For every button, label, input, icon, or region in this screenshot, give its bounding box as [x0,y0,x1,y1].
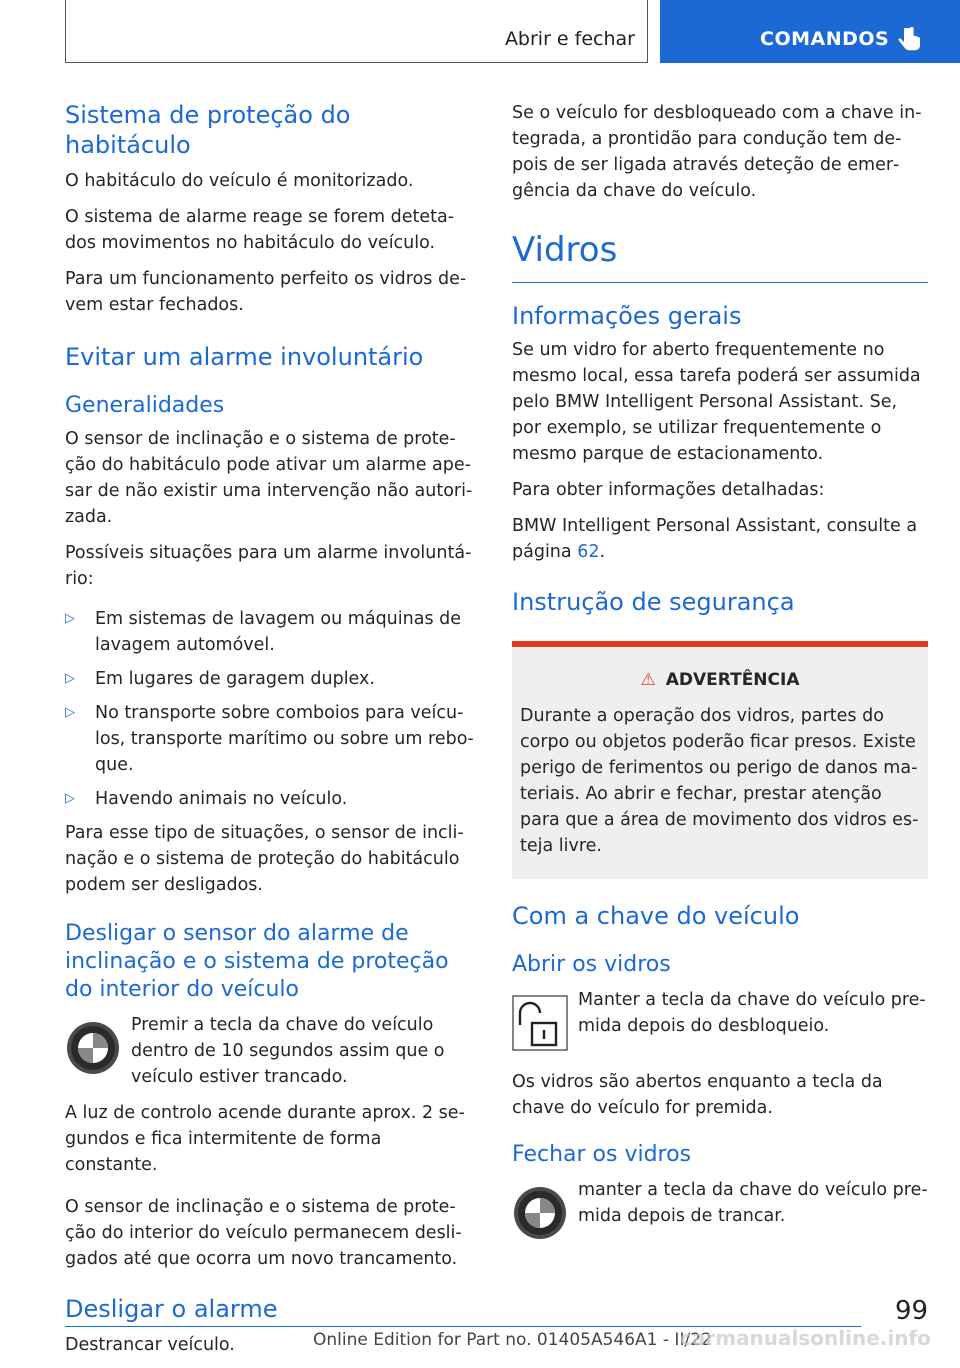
paragraph: Para um funcionamento perfeito os vidros devem estar fechados. [65,269,467,315]
paragraph: O habitáculo do veículo é monitorizado. [65,171,414,191]
paragraph: Para esse tipo de situações, o sensor de inclinação e o sistema de proteção do habitáculo podem ser desligados. [65,823,464,895]
situations-list [65,606,477,812]
heading-desligar-sensor: Desligar o sensor do alarme de inclinação e o sistema de proteção do interior do veículo [65,921,449,1002]
heading-vidros: Vidros [512,230,618,270]
warning-triangle-icon: ⚠ [640,670,656,690]
list-item: ▷ No transporte sobre comboios para veículos, transporte marítimo ou sobre um reboque. [65,700,477,778]
key-instruction-text: manter a tecla da chave do veículo premida depois de trancar. [578,1180,928,1226]
unlock-button-icon [512,987,568,1059]
heading-abrir-vidros: Abrir os vidros [512,952,671,977]
key-instruction-lock [65,1012,477,1090]
key-instruction-close [512,1177,928,1249]
paragraph: Se um vidro for aberto frequentemente no mesmo local, essa tarefa poderá ser assumida pelo BMW Intelligent Personal Assistant. Se, por exemplo, se utilizar frequentemente o mesmo parque de estacionamento. [512,340,921,464]
heading-protecao-habitaculo: Sistema de proteção do habitáculo [65,101,351,159]
key-instruction-unlock [512,987,928,1059]
bmw-key-lock-icon [65,1012,121,1090]
header-section-title: Abrir e fechar [504,28,635,50]
paragraph: Destrancar veículo. [65,1335,235,1355]
heading-evitar-alarme: Evitar um alarme involuntário [65,343,424,371]
list-item: ▷ Havendo animais no veículo. [65,786,477,812]
paragraph: A luz de controlo acende durante aprox. 2 segundos e fica intermitente de forma constante. [65,1103,465,1175]
page-number: 99 [895,1296,929,1326]
paragraph: Possíveis situações para um alarme involuntário: [65,543,472,589]
key-instruction-text: Premir a tecla da chave do veículo dentro de 10 segundos assim que o veículo estiver trancado. [131,1015,445,1087]
triangle-bullet-icon: ▷ [65,791,75,806]
key-instruction-text: Manter a tecla da chave do veículo premida depois do desbloqueio. [578,990,926,1036]
triangle-bullet-icon: ▷ [65,705,75,720]
list-item: ▷ Em sistemas de lavagem ou máquinas de lavagem automóvel. [65,606,477,658]
hand-pointer-icon [896,26,924,58]
warning-box [512,641,928,879]
paragraph: O sensor de inclinação e o sistema de proteção do interior do veículo permanecem desligados até que ocorra um novo trancamento. [65,1197,462,1269]
heading-generalidades: Generalidades [65,393,225,418]
heading-instrucao-seguranca: Instrução de segurança [512,588,795,616]
paragraph: O sistema de alarme reage se forem detetados movimentos no habitáculo do veículo. [65,207,455,253]
paragraph: O sensor de inclinação e o sistema de proteção do habitáculo pode ativar um alarme apesar de não existir uma intervenção não autorizada. [65,429,473,527]
paragraph: BMW Intelligent Personal Assistant, consulte a página 62. [512,516,918,562]
chapter-title: COMANDOS [760,28,890,50]
watermark: carmanualsonline.info [680,1326,931,1350]
heading-com-chave: Com a chave do veículo [512,902,800,930]
right-column [512,100,928,1259]
chapter-tab[interactable] [660,0,960,63]
list-item: ▷ Em lugares de garagem duplex. [65,666,477,692]
bmw-key-lock-icon [512,1177,568,1249]
warning-text: Durante a operação dos vidros, partes do corpo ou objetos poderão ficar presos. Existe perigo de ferimentos ou perigo de danos materiais. Ao abrir e fechar, prestar atenção para que a área de movimento dos vidros esteja livre. [520,706,919,856]
triangle-bullet-icon: ▷ [65,671,75,686]
triangle-bullet-icon: ▷ [65,611,75,626]
paragraph: Para obter informações detalhadas: [512,480,825,500]
heading-desligar-alarme: Desligar o alarme [65,1295,278,1323]
footer-edition: Online Edition for Part no. 01405A546A1 - II/22 [313,1330,712,1350]
warning-title: ⚠ ADVERTÊNCIA [640,670,800,690]
paragraph: Os vidros são abertos enquanto a tecla da chave do veículo for premida. [512,1072,883,1118]
heading-informacoes-gerais: Informações gerais [512,302,742,330]
page-link[interactable]: 62 [577,542,600,562]
paragraph: Se o veículo for desbloqueado com a chave integrada, a prontidão para condução tem depois de ser ligada através deteção de emergência da chave do veículo. [512,103,922,201]
heading-fechar-vidros: Fechar os vidros [512,1142,692,1167]
section-heading-vidros [512,230,928,283]
left-column [65,100,477,1368]
